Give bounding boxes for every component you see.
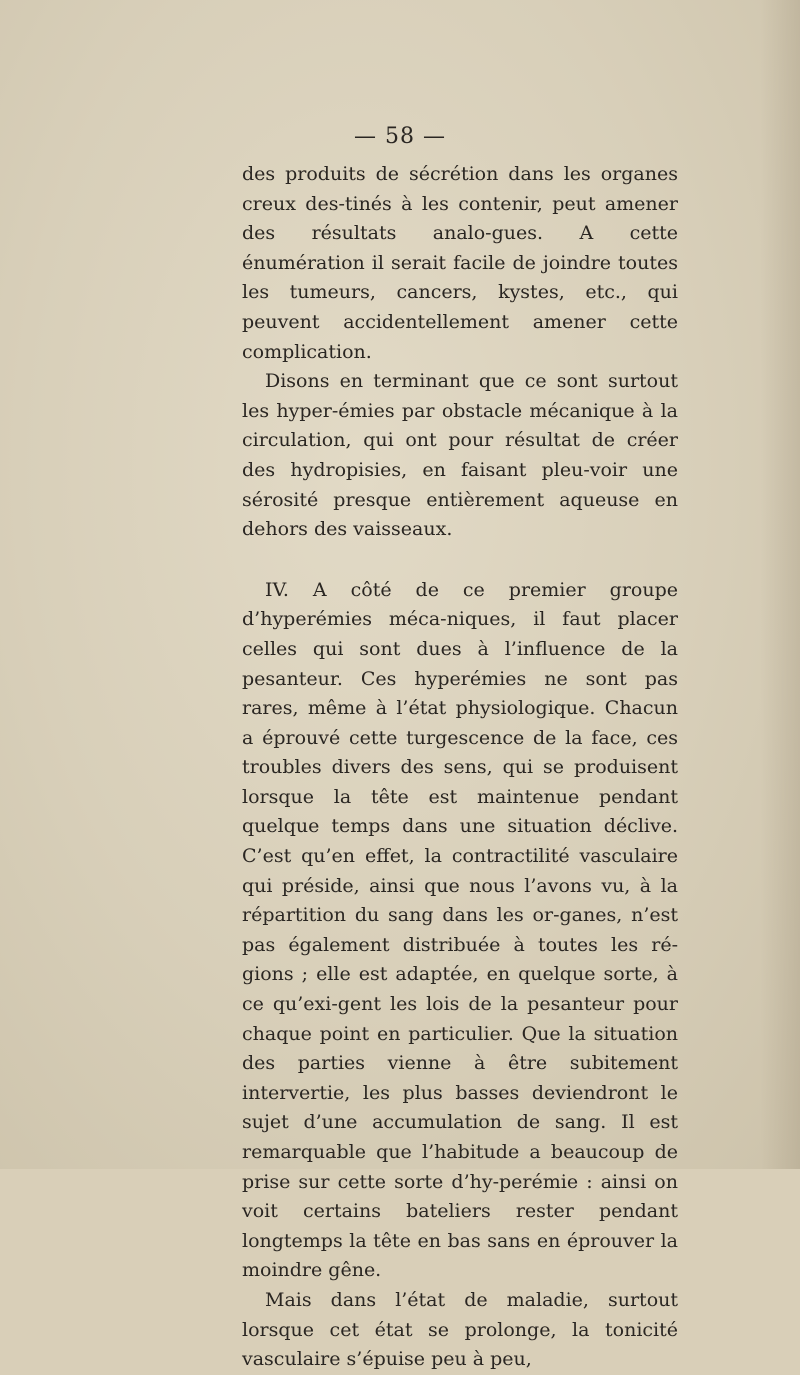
paragraph-maladie: Mais dans l’état de maladie, surtout lorsque cet état se prolonge, la tonicité vasculaire s’épuise peu à peu, xyxy=(242,1288,678,1371)
paragraph-continuation: des produits de sécrétion dans les organes creux des-tinés à les contenir, peut amener des résultats analo-gues. A cette énumération il serait facile de joindre toutes les tumeurs, cancers, kystes, etc., qui peuvent accidentellement amener cette complication. xyxy=(242,163,678,363)
text-block xyxy=(242,160,678,1375)
paragraph-hyperemies-obstacle: Disons en terminant que ce sont surtout les hyper-émies par obstacle mécanique à la circulation, qui ont pour résultat de créer des hydropisies, en faisant pleu-voir une sérosité presque entièrement aqueuse en dehors des vaisseaux. xyxy=(242,370,678,541)
paragraph-section-iv: IV. A côté de ce premier groupe d’hyperémies méca-niques, il faut placer celles qui sont dues à l’influence de la pesanteur. Ces hyperémies ne sont pas rares, même à l’état physiologique. Chacun a éprouvé cette turgescence de la face, ces troubles divers des sens, qui se produisent lorsque la tête est maintenue pendant quelque temps dans une situation déclive. C’est qu’en effet, la contractilité vasculaire qui préside, ainsi que nous l’avons vu, à la répartition du sang dans les or-ganes, n’est pas également distribuée à toutes les ré-gions ; elle est adaptée, en quelque sorte, à ce qu’exi-gent les lois de la pesanteur pour chaque point en particulier. Que la situation des parties vienne à être subitement intervertie, les plus basses deviendront le sujet d’une accumulation de sang. Il est remarquable que l’habitude a beaucoup de prise sur cette sorte d’hy-perémie : ainsi on voit certains bateliers rester pendant longtemps la tête en bas sans en éprouver la moindre gêne. xyxy=(242,578,678,1282)
page-number: — 58 — xyxy=(354,124,446,149)
section-gap xyxy=(242,545,678,576)
